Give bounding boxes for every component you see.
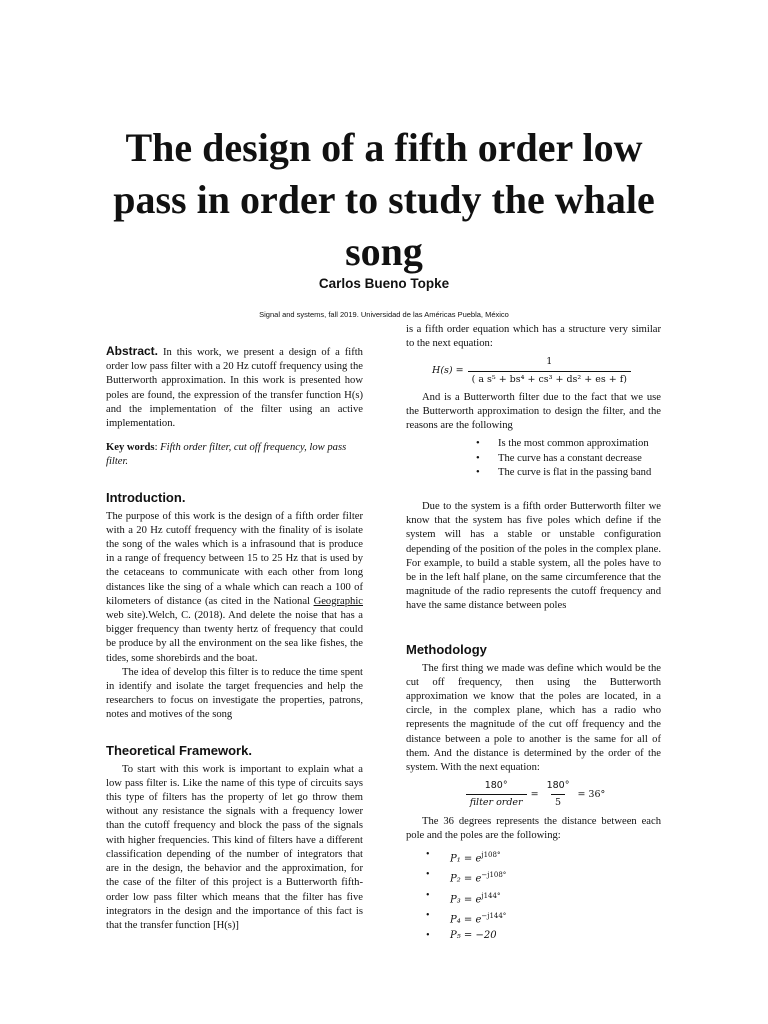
- methodology-paragraph-1: The first thing we made was define which would be the cut off frequency, then using the Butterworth approximation we know that the poles are located, in a circle, in the complex plane, which has a radio who represents the magnitude of the cut off frequency and the distance between a pole to another is the same for all of them. And the distance is determined by the order of the system. With the next equation:: [406, 662, 661, 774]
- keywords-text: Fifth order filter, cut off frequency, low pass filter.: [106, 442, 347, 468]
- eq2-fraction-1: [466, 779, 527, 810]
- transfer-function-intro: is a fifth order equation which has a structure very similar to the next equation:: [406, 324, 661, 350]
- eq1-fraction: [468, 355, 631, 386]
- pole-base: P₁ = e: [450, 853, 482, 865]
- intro-text-a: The purpose of this work is the design of a fifth order filter with a 20 Hz cutoff frequency with the finality of is isolate the song of the wales which is a infrasound that is produce in a range of frequency between 15 to 25 Hz that is used by the cetaceans to communicate with each other from long distances like the sing of a whale which can reach a 100 of kilometers of distance (as cited in the National: [106, 510, 363, 607]
- introduction-paragraph-1: [106, 510, 363, 666]
- pole-item: [406, 888, 661, 908]
- paper-title: The design of a fifth order low pass in order to study the whale song: [113, 125, 655, 274]
- keywords-label: Key words: [106, 442, 155, 454]
- poles-list: [406, 847, 661, 944]
- pole-exponent: −j144°: [481, 912, 507, 921]
- theoretical-paragraph: To start with this work is important to explain what a low pass filter is. Like the name of this type of circuits says this type of filters has the property of let go throw them without any resistance the signals with a frequency lower than the cutoff frequency and block the pass of the signals with higher frequencies. This kind of filters have a different classification depending of the number of integrators that are in the design, the behavior and the approximation, for the case of the filter of this project is a Butterworth fifth-order low pass filter which means that the filter has five integrators in the design and the importance of this fact is that the transfer function [H(s)]: [106, 763, 363, 931]
- keywords-sep: :: [154, 442, 161, 454]
- abstract: [106, 344, 363, 431]
- pole-exponent: j108°: [481, 851, 501, 860]
- author: Carlos Bueno Topke: [318, 276, 450, 291]
- theoretical-framework-heading: Theoretical Framework.: [106, 742, 252, 758]
- intro-text-b: web site).Welch, C. (2018). And delete the noise that has a bigger frequency than twenty hertz of frequency that could be produce by all the environment on the sea like fishes, the tides, some shorebirds and the boat.: [106, 610, 363, 664]
- pole-item: • P₅ = −20: [406, 928, 661, 944]
- pole-base: P₃ = e: [450, 894, 482, 906]
- pole-item: [406, 867, 661, 887]
- pole-exponent: −j108°: [481, 871, 507, 880]
- introduction-heading: Introduction.: [106, 489, 186, 505]
- left-column: [106, 344, 363, 933]
- reason-item: • The curve has a constant decrease: [406, 452, 661, 466]
- reason-item: • Is the most common approximation: [406, 437, 661, 451]
- methodology-heading: Methodology: [406, 641, 487, 657]
- affiliation: Signal and systems, fall 2019. Universidad de las Américas Puebla, México: [259, 310, 509, 319]
- eq2-denominator-2: 5: [551, 794, 565, 810]
- eq2-numerator-1: 180°: [484, 780, 508, 792]
- eq2-result: = 36°: [577, 788, 606, 800]
- pole-item: [406, 908, 661, 928]
- keywords: [106, 441, 363, 469]
- eq2-equals: =: [530, 788, 539, 800]
- poles-paragraph: Due to the system is a fifth order Butterworth filter we know that the system has five poles which define if the system will has a stable or unstable configuration depending of the position of the poles in the complex plane. For example, to build a stable system, all the poles have to be in the left half plane, on the same circumference that the magnitude of the radio represents the cutoff frequency and have the same distance between poles: [406, 501, 661, 612]
- pole-exponent: j144°: [481, 891, 501, 900]
- eq2-numerator-2: 180°: [546, 780, 570, 792]
- pole-spacing-equation: [406, 779, 661, 810]
- eq1-numerator: 1: [546, 356, 553, 368]
- right-column: [406, 323, 661, 944]
- abstract-label: Abstract.: [106, 344, 159, 358]
- butterworth-paragraph: And is a Butterworth filter due to the fact that we use the Butterworth approximation to design the filter, and the reasons are the following: [406, 391, 661, 432]
- pole-item: [406, 847, 661, 867]
- reasons-list: [406, 437, 661, 480]
- methodology-paragraph-2: The 36 degrees represents the distance between each pole and the poles are the following:: [406, 815, 661, 841]
- pole-base: P₂ = e: [450, 873, 482, 885]
- eq2-denominator-1: filter order: [466, 794, 527, 810]
- introduction-paragraph-2: The idea of develop this filter is to reduce the time spent in identify and isolate the target frequencies and help the researchers to focus on investigate the properties, patrons, notes and motives of the song: [106, 666, 363, 721]
- transfer-function-equation: [406, 355, 661, 386]
- reason-item: • The curve is flat in the passing band: [406, 466, 661, 480]
- eq1-denominator: ( a s⁵ + bs⁴ + cs³ + ds² + es + f): [468, 371, 631, 387]
- pole-base: P₄ = e: [450, 914, 482, 926]
- national-geographic-link[interactable]: Geographic: [313, 595, 363, 607]
- eq1-lhs: H(s) =: [432, 365, 464, 376]
- abstract-text: In this work, we present a design of a fifth order low pass filter with a 20 Hz cutoff frequency using the Butterworth approximation. In this work is presented how poles are found, the expression of the transfer function H(s) and the implementation of the filter using an active implementation.: [106, 347, 363, 430]
- eq2-fraction-2: [543, 779, 574, 810]
